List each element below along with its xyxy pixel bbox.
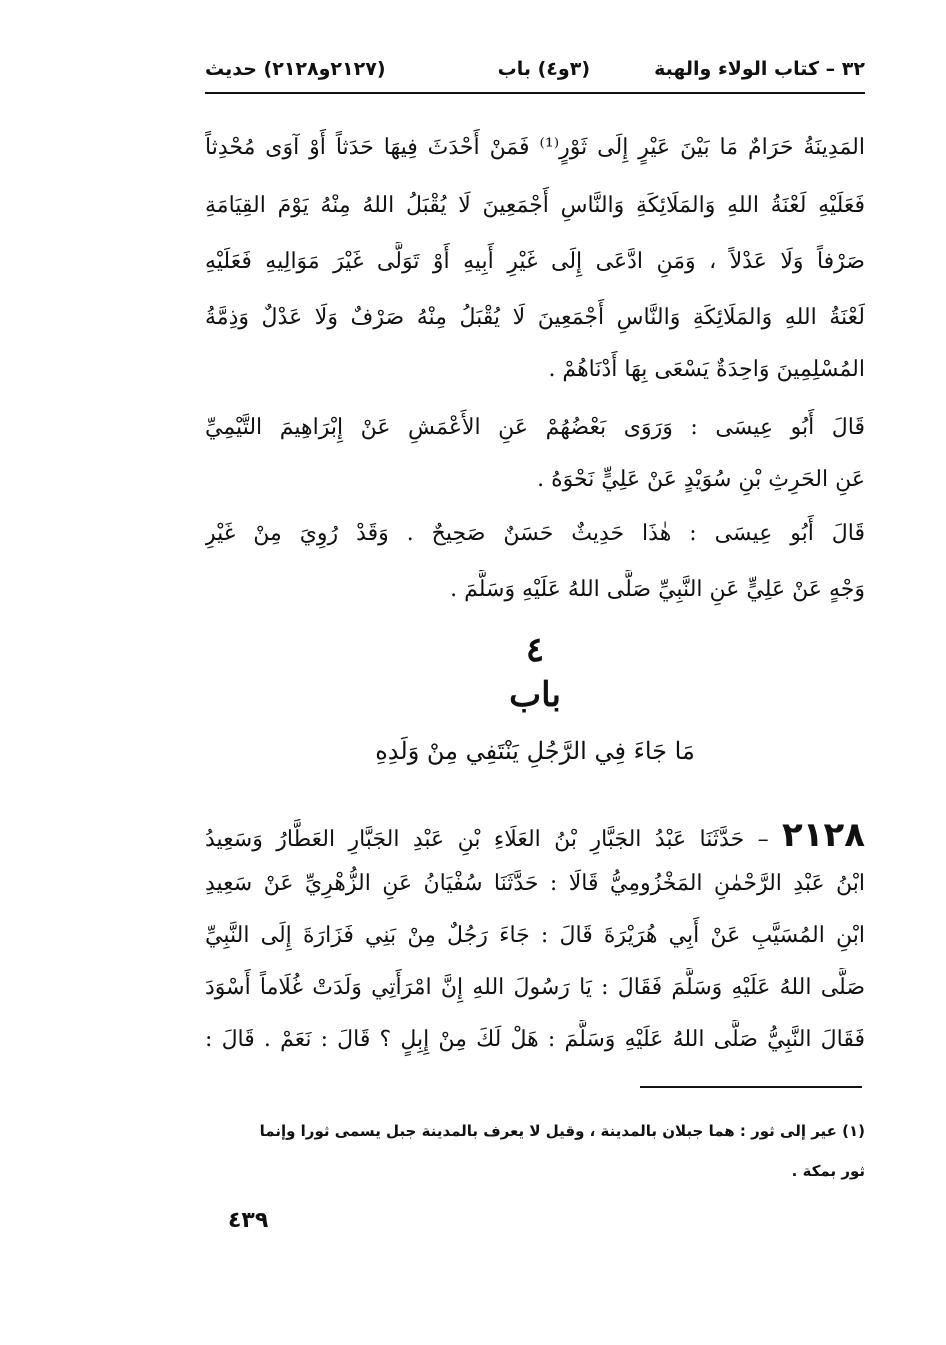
text-line: قَالَ أَبُو عِيسَى : وَرَوَى بَعْضُهُمْ عَنِ الأَعْمَشِ عَنْ إِبْرَاهِيمَ التَّيْمِيِّ (205, 415, 865, 440)
running-header (205, 52, 865, 94)
text-line: صَرْفاً وَلَا عَدْلاً ، وَمَنِ ادَّعَى إِلَى غَيْرِ أَبِيهِ أَوْ تَوَلَّى غَيْرَ مَوَالِيهِ فَعَلَيْهِ (205, 249, 865, 274)
text-line: ابْنِ المُسَيَّبِ عَنْ أَبِي هُرَيْرَةَ قَالَ : جَاءَ رَجُلٌ مِنْ بَنِي فَزَارَةَ إِلَى النَّبِيِّ (205, 923, 865, 948)
header-chapter: (٣و٤) باب (497, 58, 590, 80)
footnote-line: (١) عير إلى ثور : هما جبلان بالمدينة ، وقيل لا يعرف بالمدينة جبل يسمى ثورا وإنما (259, 1122, 865, 1140)
hadith-first-line (205, 812, 865, 858)
hadith-text: – حَدَّثَنَا عَبْدُ الجَبَّارِ بْنُ العَلَاءِ بْنِ عَبْدِ الجَبَّارِ العَطَّارُ وَسَعِيدُ (205, 827, 769, 852)
text-line: ابْنُ عَبْدِ الرَّحْمٰنِ المَخْزُومِيُّ قَالَا : حَدَّثَنَا سُفْيَانُ عَنِ الزُّهْرِيِّ عَنْ سَعِيدِ (205, 871, 865, 896)
text-line: وَجْهٍ عَنْ عَلِيٍّ عَنِ النَّبِيِّ صَلَّى اللهُ عَلَيْهِ وَسَلَّمَ . (450, 577, 865, 602)
chapter-number: ٤ (525, 630, 545, 670)
chapter-heading: باب (509, 675, 561, 715)
chapter-title: مَا جَاءَ فِي الرَّجُلِ يَنْتَفِي مِنْ وَلَدِهِ (375, 737, 695, 765)
text-line: فَقَالَ النَّبِيُّ صَلَّى اللهُ عَلَيْهِ وَسَلَّمَ : هَلْ لَكَ مِنْ إِبِلٍ ؟ قَالَ : نَعَمْ . قَالَ : (205, 1027, 865, 1052)
text-line: المُسْلِمِينَ وَاحِدَةٌ يَسْعَى بِهَا أَدْنَاهُمْ . (548, 357, 865, 382)
text-line: صَلَّى اللهُ عَلَيْهِ وَسَلَّمَ فَقَالَ : يَا رَسُولَ اللهِ إِنَّ امْرَأَتِي وَلَدَتْ غُلَاماً أَسْوَدَ (205, 975, 865, 1000)
page-number: ٤٣٩ (228, 1208, 269, 1233)
header-hadith-range: (٢١٢٧و٢١٢٨) حديث (205, 58, 386, 80)
text-line: قَالَ أَبُو عِيسَى : هٰذَا حَدِيثٌ حَسَنٌ صَحِيحٌ . وَقَدْ رُوِيَ مِنْ غَيْرِ (205, 521, 865, 546)
text-line: عَنِ الحَرِثِ بْنِ سُوَيْدٍ عَنْ عَلِيٍّ نَحْوَهُ . (537, 467, 865, 492)
header-book-title: ٣٢ – كتاب الولاء والهبة (654, 58, 865, 80)
text-line: لَعْنَةُ اللهِ وَالمَلَائِكَةِ وَالنَّاسِ أَجْمَعِينَ لَا يُقْبَلُ مِنْهُ صَرْفٌ وَلَا عَدْلٌ وَذِمَّةُ (205, 305, 865, 330)
footnote-line: ثور بمكة . (791, 1162, 865, 1180)
text-line: فَعَلَيْهِ لَعْنَةُ اللهِ وَالمَلَائِكَةِ وَالنَّاسِ أَجْمَعِينَ لَا يُقْبَلُ اللهُ مِنْهُ يَوْمَ القِيَامَةِ (205, 193, 865, 218)
footnote-separator (640, 1086, 862, 1088)
hadith-number: ٢١٢٨ (782, 815, 865, 855)
text-line: المَدِينَةُ حَرَامٌ مَا بَيْنَ عَيْرٍ إِلَى ثَوْرٍ⁽¹⁾ فَمَنْ أَحْدَثَ فِيهَا حَدَثاً أَوْ آوَى مُحْدِثاً (205, 135, 865, 160)
